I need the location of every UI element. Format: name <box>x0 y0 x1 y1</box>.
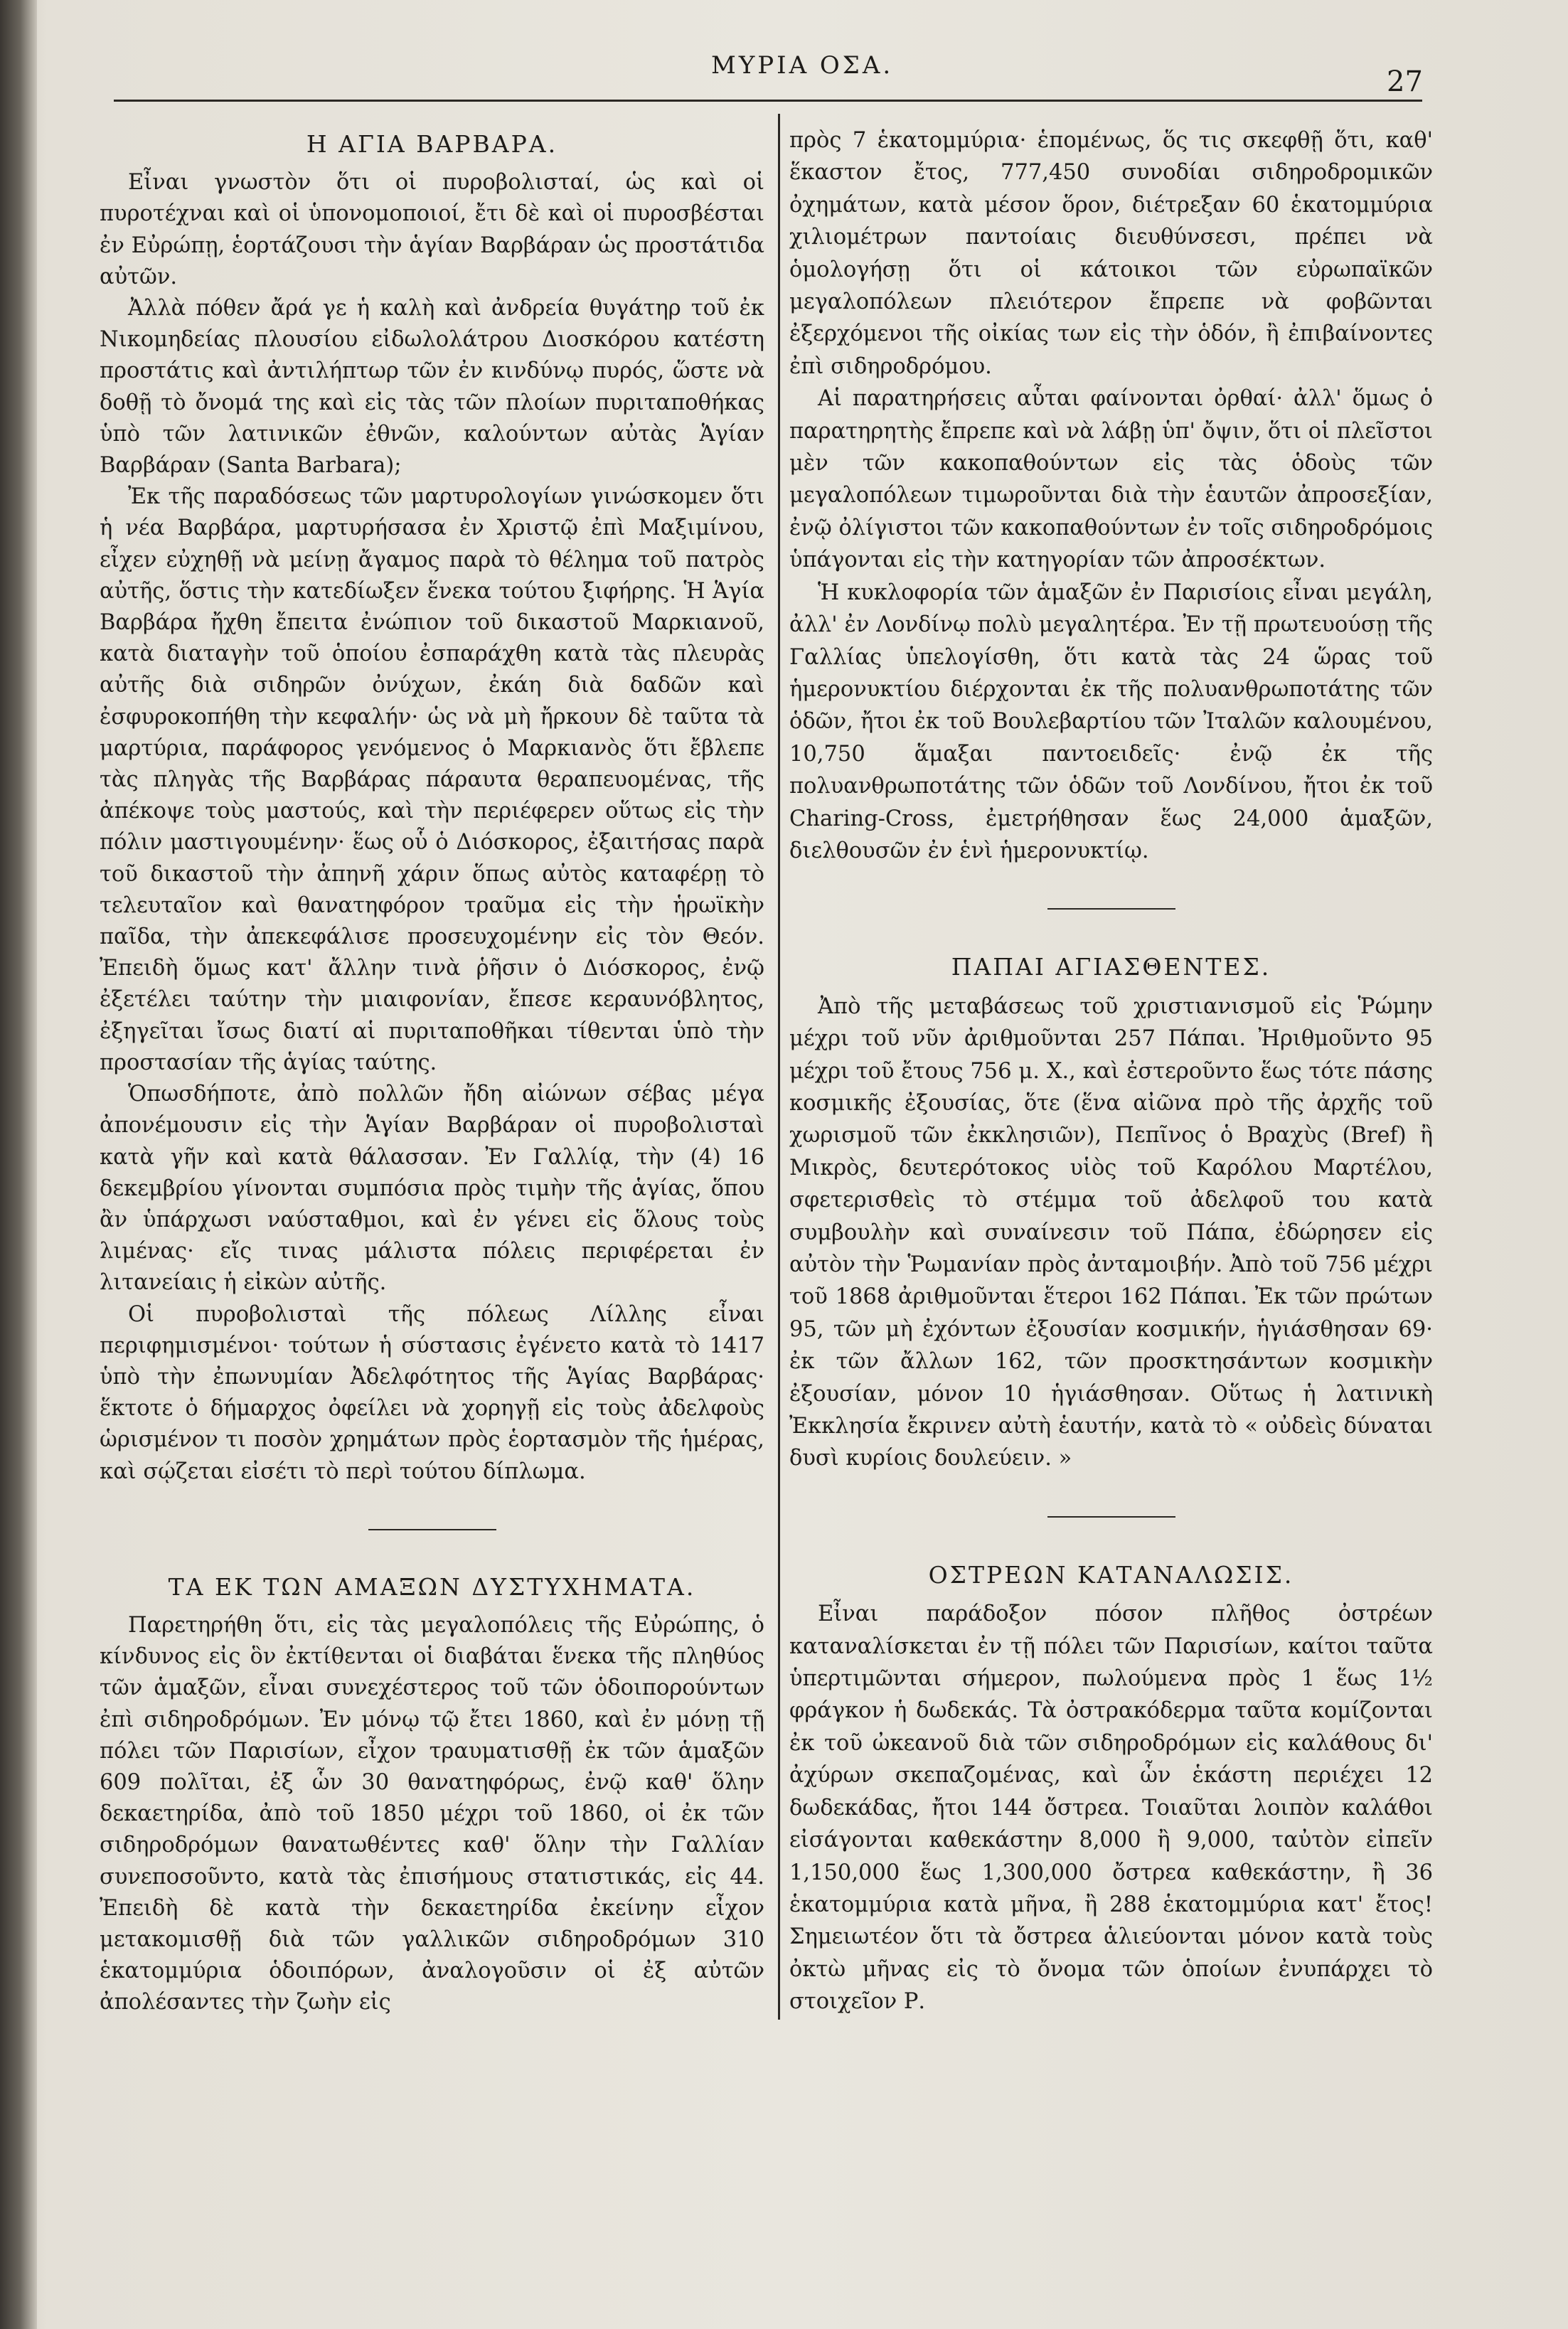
article-paragraph: Ἀπὸ τῆς μεταβάσεως τοῦ χριστιανισμοῦ εἰς Ῥώμην μέχρι τοῦ νῦν ἀριθμοῦνται 257 Πάπαι. Ἠριθμοῦντο 95 μέχρι τοῦ ἔτους 756 μ. Χ., καὶ ἐστεροῦντο ἕως τότε πάσης κοσμικῆς ἐξουσίας, ὅτε (ἕνα αἰῶνα πρὸ τῆς ἀρχῆς τοῦ χωρισμοῦ τῶν ἐκκλησιῶν), Πεπῖνος ὁ Βραχὺς (Bref) ἢ Μικρὸς, δευτερότοκος υἱὸς τοῦ Καρόλου Μαρτέλου, σφετερισθεὶς τὸ στέμμα τοῦ ἀδελφοῦ του κατὰ συμβουλὴν καὶ συναίνεσιν τοῦ Πάπα, ἐδώρησεν εἰς αὐτὸν τὴν Ῥωμανίαν πρὸς ἀνταμοιβήν. Ἀπὸ τοῦ 756 μέχρι τοῦ 1868 ἀριθμοῦνται ἕτεροι 162 Πάπαι. Ἐκ τῶν πρώτων 95, τῶν μὴ ἐχόντων ἐξουσίαν κοσμικήν, ἡγιάσθησαν 69· ἐκ τῶν ἄλλων 162, τῶν προσκτησάντων κοσμικὴν ἐξουσίαν, μόνον 10 ἡγιάσθησαν. Οὕτως ἡ λατινικὴ Ἐκκλησία ἔκρινεν αὐτὴ ἑαυτήν, κατὰ τὸ « οὐδεὶς δύναται δυσὶ κυρίοις δουλεύειν. » <box>789 993 1433 1471</box>
left-column <box>100 124 764 2019</box>
article-paragraph: Ἐκ τῆς παραδόσεως τῶν μαρτυρολογίων γινώσκομεν ὅτι ἡ νέα Βαρβάρα, μαρτυρήσασα ἐν Χριστῷ ἐπὶ Μαξιμίνου, εἶχεν εὐχηθῇ νὰ μείνῃ ἄγαμος παρὰ τὸ θέλημα τοῦ πατρὸς αὐτῆς, ὅστις τὴν κατεδίωξεν ἕνεκα τούτου ξιφήρης. Ἡ Ἁγία Βαρβάρα ἤχθη ἔπειτα ἐνώπιον τοῦ δικαστοῦ Μαρκιανοῦ, κατὰ διαταγὴν τοῦ ὁποίου ἐσπαράχθη κατὰ τὰς πλευρὰς αὐτῆς διὰ σιδηρῶν ὀνύχων, ἐκάη διὰ δαδῶν καὶ ἐσφυροκοπήθη τὴν κεφαλήν· ὡς νὰ μὴ ἤρκουν δὲ ταῦτα τὰ μαρτύρια, παράφορος γενόμενος ὁ Μαρκιανὸς ὅτι ἔβλεπε τὰς πληγὰς τῆς Βαρβάρας πάραυτα θεραπευομένας, τῆς ἀπέκοψε τοὺς μαστούς, καὶ τὴν περιέφερεν οὕτως εἰς τὴν πόλιν μαστιγουμένην· ἕως οὗ ὁ Διόσκορος, ἐξαιτήσας παρὰ τοῦ δικαστοῦ τὴν ἀπηνῆ χάριν ὅπως αὐτὸς καταφέρῃ τὸ τελευταῖον καὶ θανατηφόρον τραῦμα εἰς τὴν ἡρωϊκὴν παῖδα, τὴν ἀπεκεφάλισε προσευχομένην εἰς τὸν Θεόν. Ἐπειδὴ ὅμως κατ' ἄλλην τινὰ ῥῆσιν ὁ Διόσκορος, ἐνῷ ἐξετέλει ταύτην τὴν μιαιφονίαν, ἔπεσε κεραυνόβλητος, ἐξηγεῖται ἴσως διατί αἱ πυριταποθῆκαι τίθενται ὑπὸ τὴν προστασίαν τῆς ἁγίας ταύτης. <box>100 484 764 1075</box>
article-paragraph: Ἀλλὰ πόθεν ἄρά γε ἡ καλὴ καὶ ἀνδρεία θυγάτηρ τοῦ ἐκ Νικομηδείας πλουσίου εἰδωλολάτρου Διοσκόρου κατέστη προστάτις καὶ ἀντιλήπτωρ τῶν ἐν κινδύνῳ πυρός, ὥστε νὰ δοθῇ τὸ ὄνομά της καὶ εἰς τὰς τῶν πλοίων πυριταποθήκας ὑπὸ τῶν λατινικῶν ἐθνῶν, καλούντων αὐτὰς Ἁγίαν Βαρβάραν (Santa Barbara); <box>100 296 764 479</box>
continuation-paragraph: Ἡ κυκλοφορία τῶν ἁμαξῶν ἐν Παρισίοις εἶναι μεγάλη, ἀλλ' ἐν Λονδίνῳ πολὺ μεγαλητέρα. Ἐν τῇ πρωτευούσῃ τῆς Γαλλίας ὑπελογίσθη, ὅτι κατὰ τὰς 24 ὥρας τοῦ ἡμερονυκτίου διέρχονται ἐκ τῆς πολυανθρωποτάτης τῶν ὁδῶν, ἤτοι ἐκ τοῦ Βουλεβαρτίου τῶν Ἰταλῶν καλουμένου, 10,750 ἅμαξαι παντοειδεῖς· ἐνῷ ἐκ τῆς πολυανθρωποτάτης τῶν ὁδῶν τοῦ Λονδίνου, ἤτοι ἐκ τοῦ Charing-Cross, ἐμετρήθησαν ἕως 24,000 ἁμαξῶν, διελθουσῶν ἐν ἑνὶ ἡμερονυκτίῳ. <box>789 580 1433 863</box>
binding-shadow <box>0 0 37 2329</box>
article-paragraph: Εἶναι παράδοξον πόσον πλῆθος ὀστρέων καταναλίσκεται ἐν τῇ πόλει τῶν Παρισίων, καίτοι ταῦτα ὑπερτιμῶνται σήμερον, πωλούμενα πρὸς 1 ἕως 1½ φράγκον ἡ δωδεκάς. Τὰ ὀστρακόδερμα ταῦτα κομίζονται ἐκ τοῦ ὠκεανοῦ διὰ τῶν σιδηροδρόμων εἰς καλάθους δι' ἀχύρων σκεπαζομένας, καὶ ὧν ἑκάστη περιέχει 12 δωδεκάδας, ἤτοι 144 ὄστρεα. Τοιαῦται λοιπὸν καλάθοι εἰσάγονται καθεκάστην 8,000 ἢ 9,000, ταὐτὸν εἰπεῖν 1,150,000 ἕως 1,300,000 ὄστρεα καθεκάστην, ἢ 36 ἑκατομμύρια κατὰ μῆνα, ἢ 288 ἑκατομμύρια κατ' ἔτος! Σημειωτέον ὅτι τὰ ὄστρεα ἁλιεύονται μόνον κατὰ τοὺς ὀκτὼ μῆνας εἰς τὸ ὄνομα τῶν ὁποίων ἐνυπάρχει τὸ στοιχεῖον Ρ. <box>789 1601 1433 2015</box>
article-paragraph: Εἶναι γνωστὸν ὅτι οἱ πυροβολισταί, ὡς καὶ οἱ πυροτέχναι καὶ οἱ ὑπονομοποιοί, ἔτι δὲ καὶ οἱ πυροσβέσται ἐν Εὐρώπῃ, ἑορτάζουσι τὴν ἁγίαν Βαρβάραν ὡς προστάτιδα αὐτῶν. <box>100 170 764 289</box>
page-number: 27 <box>1387 65 1423 98</box>
article-title-papai-agiasthentes: ΠΑΠΑΙ ΑΓΙΑΣΘΕΝΤΕΣ. <box>951 953 1271 981</box>
section-separator <box>1047 1516 1175 1518</box>
continuation-paragraph: πρὸς 7 ἑκατομμύρια· ἑπομένως, ὅς τις σκεφθῇ ὅτι, καθ' ἕκαστον ἔτος, 777,450 συνοδίαι σιδηροδρομικῶν ὀχημάτων, κατὰ μέσον ὅρον, διέτρεξαν 60 ἑκατομμύρια χιλιομέτρων παντοίαις διευθύνσεσι, πρέπει νὰ ὁμολογήσῃ ὅτι οἱ κάτοικοι τῶν εὐρωπαϊκῶν μεγαλοπόλεων πλειότερον ἔπρεπε νὰ φοβῶνται ἐξερχόμενοι τῆς οἰκίας των εἰς τὴν ὁδόν, ἢ ἐπιβαίνοντες ἐπὶ σιδηροδρόμου. <box>789 128 1433 379</box>
column-divider <box>778 114 780 2020</box>
header-rule <box>114 100 1422 102</box>
running-head: ΜΥΡΙΑ ΟΣΑ. <box>711 51 894 80</box>
right-column <box>789 124 1433 2018</box>
continuation-paragraph: Αἱ παρατηρήσεις αὗται φαίνονται ὀρθαί· ἀλλ' ὅμως ὁ παρατηρητὴς ἔπρεπε καὶ νὰ λάβῃ ὑπ' ὄψιν, ὅτι οἱ πλεῖστοι μὲν τῶν κακοπαθούντων εἰς τὰς ὁδοὺς τῶν μεγαλοπόλεων τιμωροῦνται διὰ τὴν ἑαυτῶν ἀπροσεξίαν, ἐνῷ ὀλίγιστοι τῶν κακοπαθούντων ἐν τοῖς σιδηροδρόμοις ὑπάγονται εἰς τὴν κατηγορίαν τῶν ἀπροσέκτων. <box>789 386 1433 573</box>
article-paragraph: Παρετηρήθη ὅτι, εἰς τὰς μεγαλοπόλεις τῆς Εὐρώπης, ὁ κίνδυνος εἰς ὃν ἐκτίθενται οἱ διαβάται ἕνεκα τῆς πληθύος τῶν ἁμαξῶν, εἶναι συνεχέστερος τοῦ τῶν ὁδοιπορούντων ἐπὶ σιδηροδρόμων. Ἐν μόνῳ τῷ ἔτει 1860, καὶ ἐν μόνῃ τῇ πόλει τῶν Παρισίων, εἶχον τραυματισθῇ ἐκ τῶν ἁμαξῶν 609 πολῖται, ἐξ ὧν 30 θανατηφόρως, ἐνῷ καθ' ὅλην δεκαετηρίδα, ἀπὸ τοῦ 1850 μέχρι τοῦ 1860, οἱ ἐκ τῶν σιδηροδρόμων θανατωθέντες καθ' ὅλην τὴν Γαλλίαν συνεποσοῦντο, κατὰ τὰς ἐπισήμους στατιστικάς, εἰς 44. Ἐπειδὴ δὲ κατὰ τὴν δεκαετηρίδα ἐκείνην εἶχον μετακομισθῇ διὰ τῶν γαλλικῶν σιδηροδρόμων 310 ἑκατομμύρια ὁδοιπόρων, ἀναλογοῦσιν οἱ ἐξ αὐτῶν ἀπολέσαντες τὴν ζωὴν εἰς <box>100 1612 764 2015</box>
article-title-amaxon-dystyxhmata: ΤΑ ΕΚ ΤΩΝ ΑΜΑΞΩΝ ΔΥΣΤΥΧΗΜΑΤΑ. <box>168 1572 696 1601</box>
section-separator <box>368 1529 496 1530</box>
section-separator <box>1047 908 1175 910</box>
article-title-agia-varvara: Η ΑΓΙΑ ΒΑΡΒΑΡΑ. <box>306 130 558 158</box>
article-paragraph: Οἱ πυροβολισταὶ τῆς πόλεως Λίλλης εἶναι περιφημισμένοι· τούτων ἡ σύστασις ἐγένετο κατὰ τὸ 1417 ὑπὸ τὴν ἐπωνυμίαν Ἀδελφότητος τῆς Ἁγίας Βαρβάρας· ἕκτοτε ὁ δήμαρχος ὀφείλει νὰ χορηγῇ εἰς τοὺς ἀδελφοὺς ὡρισμένον τι ποσὸν χρημάτων πρὸς ἑορτασμὸν τῆς ἡμέρας, καὶ σῴζεται εἰσέτι τὸ περὶ τούτου δίπλωμα. <box>100 1301 764 1484</box>
article-title-ostreon-katanalosis: ΟΣΤΡΕΩΝ ΚΑΤΑΝΑΛΩΣΙΣ. <box>928 1560 1294 1589</box>
article-paragraph: Ὁπωσδήποτε, ἀπὸ πολλῶν ἤδη αἰώνων σέβας μέγα ἀπονέμουσιν εἰς τὴν Ἁγίαν Βαρβάραν οἱ πυροβολισταὶ κατὰ γῆν καὶ κατὰ θάλασσαν. Ἐν Γαλλίᾳ, τὴν (4) 16 δεκεμβρίου γίνονται συμπόσια πρὸς τιμὴν τῆς ἁγίας, ὅπου ἂν ὑπάρχωσι ναύσταθμοι, καὶ ἐν γένει εἰς ὅλους τοὺς λιμένας· εἴς τινας μάλιστα πόλεις περιφέρεται ἐν λιτανείαις ἡ εἰκὼν αὐτῆς. <box>100 1082 764 1296</box>
